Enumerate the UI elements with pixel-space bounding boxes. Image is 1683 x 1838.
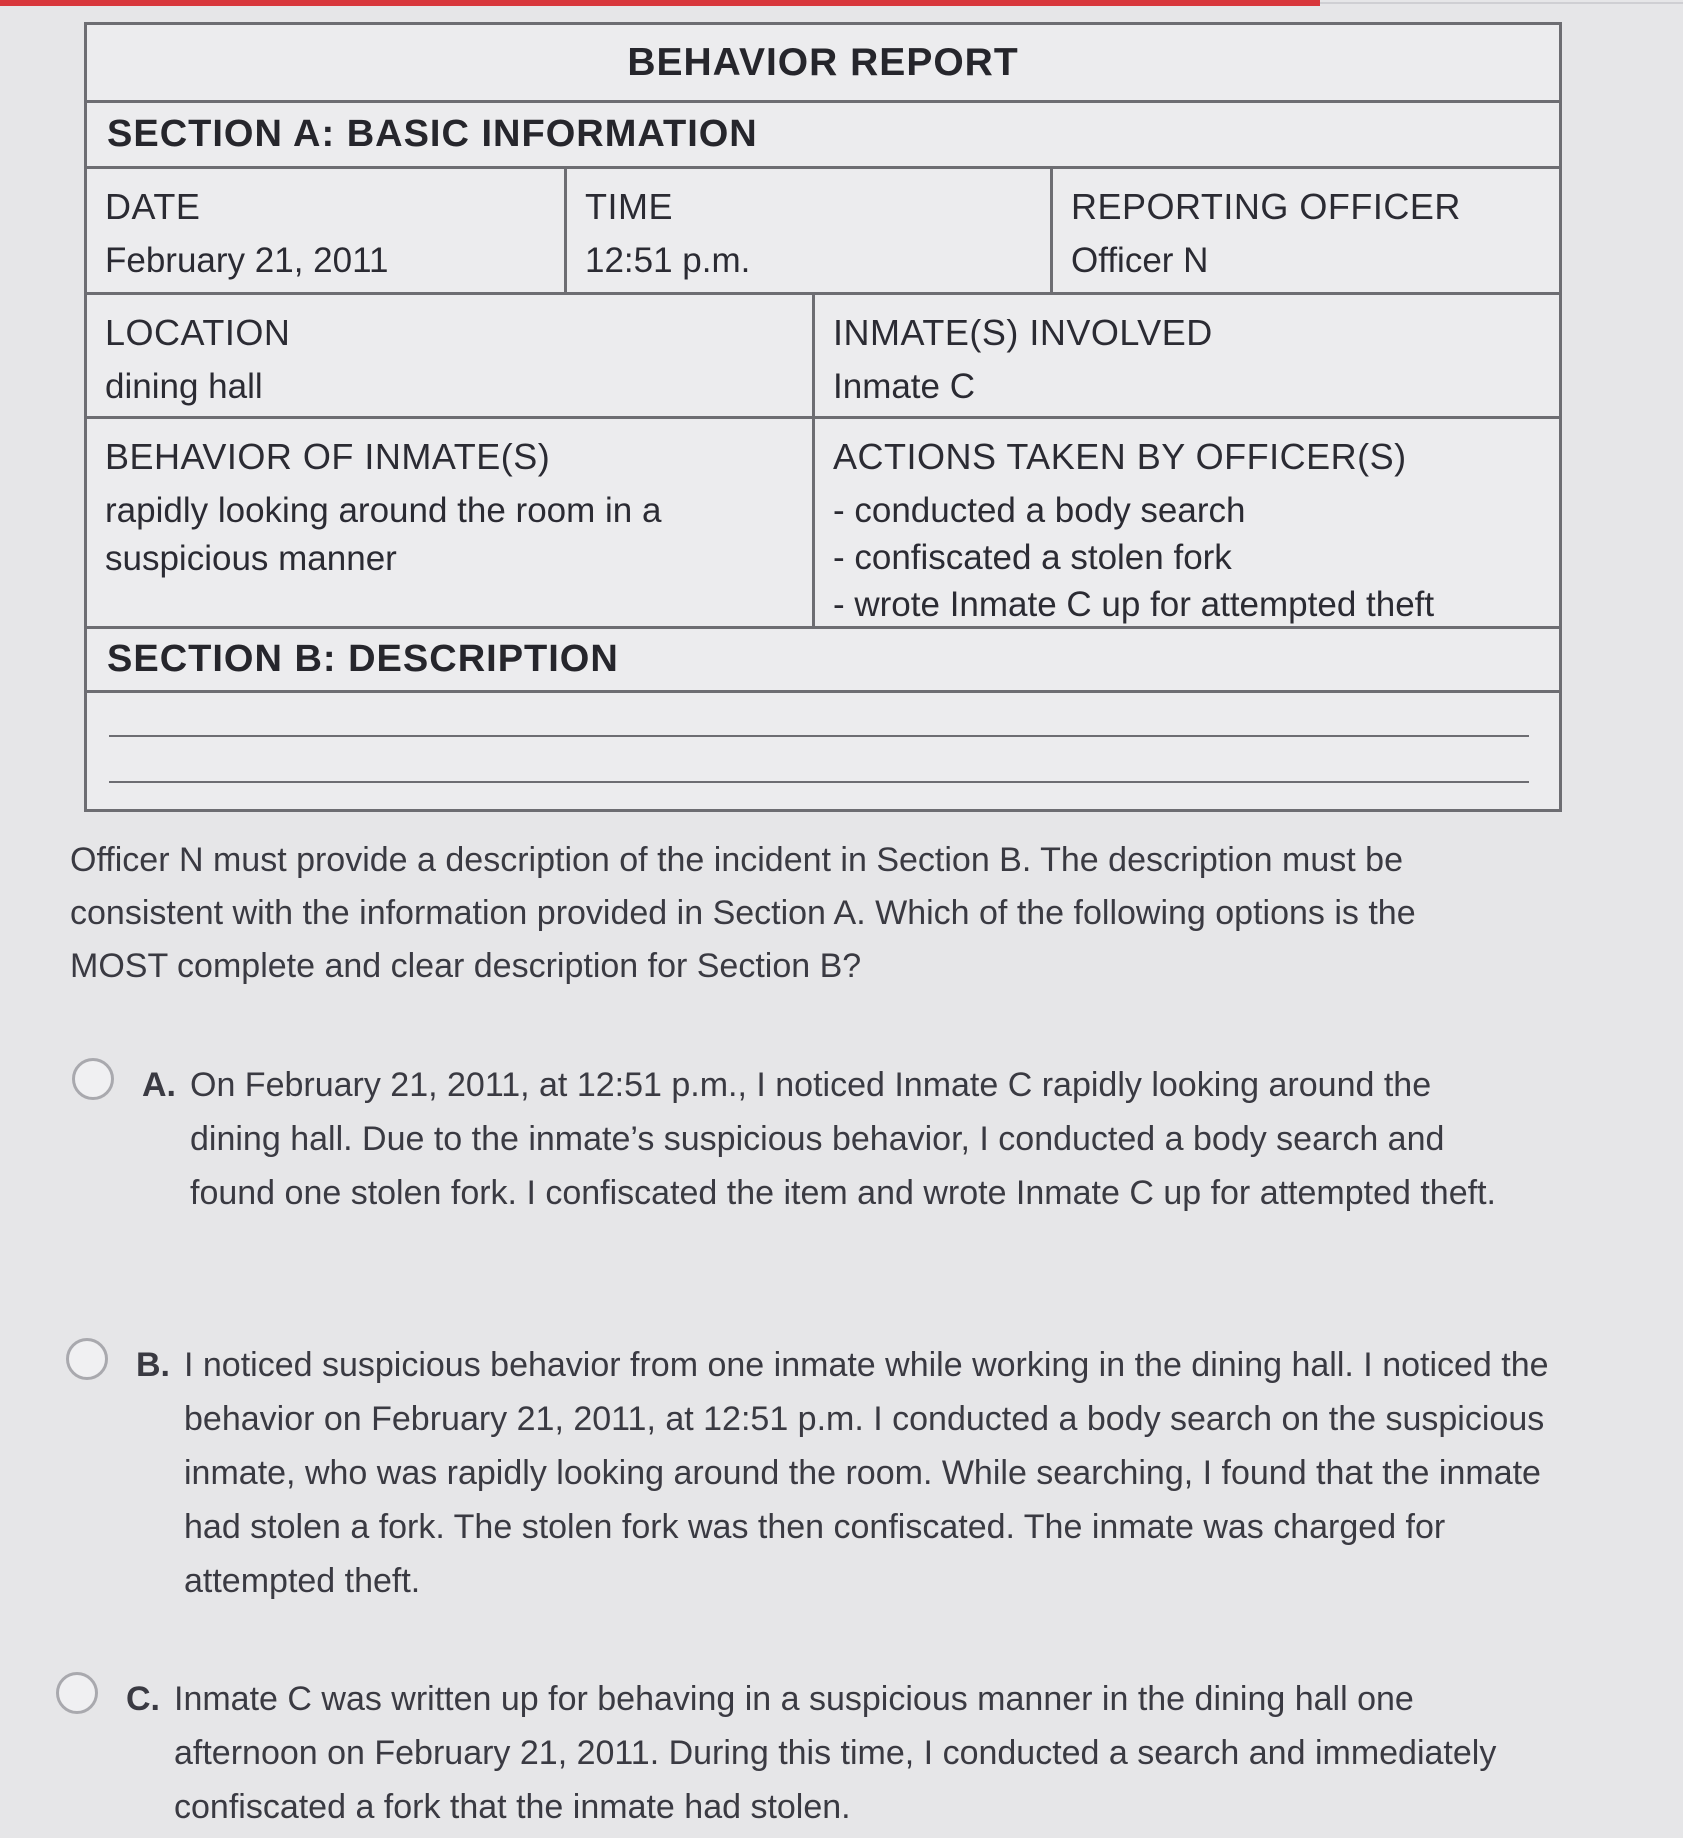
reporting-officer-label: REPORTING OFFICER bbox=[1071, 186, 1461, 227]
action-item: - wrote Inmate C up for attempted theft bbox=[833, 585, 1435, 624]
section-b-title: SECTION B: DESCRIPTION bbox=[107, 638, 619, 680]
top-divider bbox=[1320, 2, 1683, 4]
time-value: 12:51 p.m. bbox=[585, 241, 751, 280]
date-cell bbox=[87, 169, 567, 292]
section-b-header bbox=[87, 629, 1559, 693]
section-a-header bbox=[87, 103, 1559, 169]
action-item: - confiscated a stolen fork bbox=[833, 538, 1232, 577]
section-a-title: SECTION A: BASIC INFORMATION bbox=[107, 113, 758, 155]
top-accent-bar bbox=[0, 0, 1320, 6]
reporting-officer-value: Officer N bbox=[1071, 241, 1209, 280]
date-value: February 21, 2011 bbox=[105, 241, 389, 280]
basic-info-row bbox=[87, 169, 1559, 295]
option-a-radio[interactable] bbox=[72, 1058, 114, 1100]
location-label: LOCATION bbox=[105, 312, 291, 353]
location-value: dining hall bbox=[105, 367, 263, 406]
behavior-row bbox=[87, 419, 1559, 629]
reporting-officer-cell bbox=[1053, 169, 1559, 292]
behavior-label: BEHAVIOR OF INMATE(S) bbox=[105, 436, 551, 477]
section-b-description-area bbox=[87, 693, 1559, 809]
location-row bbox=[87, 295, 1559, 419]
behavior-report-table bbox=[84, 22, 1562, 812]
behavior-value: rapidly looking around the room in a suspicious manner bbox=[105, 491, 662, 578]
option-b[interactable] bbox=[66, 1338, 1584, 1608]
time-cell bbox=[567, 169, 1053, 292]
inmates-involved-cell bbox=[815, 295, 1559, 416]
question-text: Officer N must provide a description of the incident in Section B. The description must be consistent with the information provided in Section A. Which of the following options is the MOST complete and clear description for Section B? bbox=[70, 841, 1416, 985]
option-a[interactable] bbox=[72, 1058, 1520, 1220]
option-c[interactable] bbox=[56, 1672, 1544, 1834]
option-a-text: On February 21, 2011, at 12:51 p.m., I noticed Inmate C rapidly looking around the dining hall. Due to the inmate’s suspicious behavior, I conducted a body search and found one stolen fork. I confiscated the item and wrote Inmate C up for attempted theft. bbox=[190, 1066, 1496, 1212]
date-label: DATE bbox=[105, 186, 201, 227]
inmates-involved-label: INMATE(S) INVOLVED bbox=[833, 312, 1213, 353]
report-title: BEHAVIOR REPORT bbox=[627, 40, 1019, 84]
time-label: TIME bbox=[585, 186, 673, 227]
option-a-letter: A. bbox=[142, 1066, 176, 1104]
actions-label: ACTIONS TAKEN BY OFFICER(S) bbox=[833, 436, 1407, 477]
option-c-text: Inmate C was written up for behaving in a suspicious manner in the dining hall one afternoon on February 21, 2011. During this time, I conducted a search and immediately confiscated a fork that the inmate had stolen. bbox=[174, 1680, 1497, 1826]
action-item: - conducted a body search bbox=[833, 491, 1246, 530]
report-title-row bbox=[87, 25, 1559, 103]
option-c-radio[interactable] bbox=[56, 1672, 98, 1714]
actions-list bbox=[833, 487, 1541, 628]
option-b-letter: B. bbox=[136, 1346, 170, 1384]
behavior-cell bbox=[87, 419, 815, 626]
inmates-involved-value: Inmate C bbox=[833, 367, 975, 406]
blank-line bbox=[109, 781, 1529, 783]
option-c-letter: C. bbox=[126, 1680, 160, 1718]
blank-line bbox=[109, 735, 1529, 737]
option-b-text: I noticed suspicious behavior from one inmate while working in the dining hall. I noticed the behavior on February 21, 2011, at 12:51 p.m. I conducted a body search on the suspicious inmate, who was rapidly looking around the room. While searching, I found that the inmate had stolen a fork. The stolen fork was then confiscated. The inmate was charged for attempted theft. bbox=[184, 1346, 1549, 1600]
option-b-radio[interactable] bbox=[66, 1338, 108, 1380]
actions-cell bbox=[815, 419, 1559, 626]
location-cell bbox=[87, 295, 815, 416]
